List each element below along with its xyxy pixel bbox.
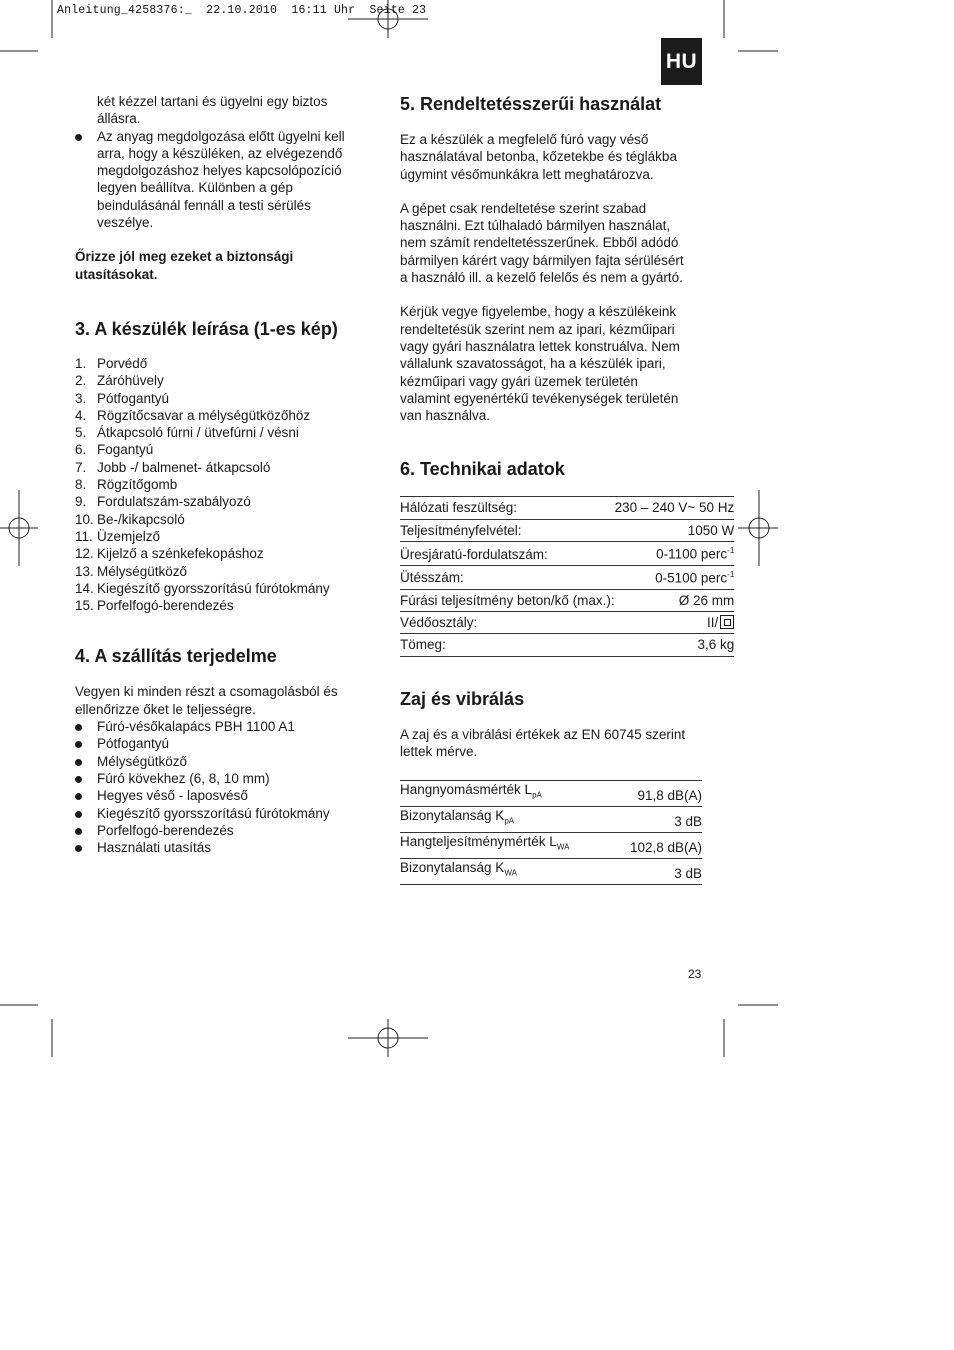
item-text: Porfelfogó-berendezés	[97, 598, 234, 614]
keep-instructions-notice: Őrizze jól meg ezeket a biztonsági utasításokat.	[75, 249, 294, 282]
table-row	[400, 781, 702, 807]
device-parts-list	[75, 355, 365, 614]
list-item	[75, 545, 365, 562]
list-item	[75, 805, 365, 822]
noise-value: 3 dB	[612, 859, 702, 885]
item-number: 15.	[75, 598, 94, 614]
noise-intro: A zaj és a vibrálási értékek az EN 60745 szerint lettek mérve.	[400, 726, 686, 759]
intended-use-paragraph-2: A gépet csak rendeltetése szerint szabad használni. Ezt túlhaladó bármilyen használat, nem számít rendeltetésszerűnek. Ebből adódó bármilyen kárért vagy bármilyen fajta sérülésért a használó ill. a kezelő felelős és nem a gyártó.	[400, 200, 684, 286]
spec-label: Üresjáratú-fordulatszám:	[400, 542, 615, 566]
item-number: 7.	[75, 459, 87, 475]
bullet-icon	[75, 741, 82, 748]
item-number: 10.	[75, 511, 94, 527]
table-row	[400, 611, 734, 633]
bullet-icon	[75, 776, 82, 783]
spec-value: Ø 26 mm	[615, 589, 735, 611]
spec-label: Védőosztály:	[400, 611, 615, 633]
bullet-icon	[75, 793, 82, 800]
intended-use-paragraph-1: Ez a készülék a megfelelő fúró vagy véső használatával betonba, kőzetekbe és téglákba úgymint vésőmunkákra lett meghatározva.	[400, 132, 677, 182]
table-row	[400, 634, 734, 656]
spec-value: 1050 W	[615, 519, 735, 541]
language-badge: HU	[661, 38, 702, 85]
item-text: Mélységütköző	[97, 563, 188, 579]
continued-bullet-text: két kézzel tartani és ügyelni egy biztos állásra.	[97, 94, 328, 127]
list-item	[75, 441, 365, 458]
item-number: 3.	[75, 390, 87, 406]
item-number: 13.	[75, 563, 94, 579]
item-text: Fordulatszám-szabályozó	[97, 494, 251, 510]
list-item	[75, 563, 365, 580]
spec-label: Tömeg:	[400, 634, 615, 656]
bullet-icon	[75, 134, 82, 141]
bullet-icon	[75, 759, 82, 766]
item-text: Használati utasítás	[97, 840, 212, 856]
spec-value: II/	[615, 611, 735, 633]
right-column	[400, 93, 735, 885]
list-item	[75, 459, 365, 476]
spec-label: Ütésszám:	[400, 565, 615, 589]
item-number: 2.	[75, 373, 87, 389]
list-item	[75, 511, 365, 528]
noise-value: 102,8 dB(A)	[612, 833, 702, 859]
table-row	[400, 859, 702, 885]
spec-value: 0-1100 perc$^{-1}$	[615, 542, 735, 566]
noise-vibration-heading: Zaj és vibrálás	[400, 688, 525, 709]
noise-label: Bizonytalanság $K_{pA}$	[400, 807, 612, 833]
spec-label: Hálózati feszültség:	[400, 497, 615, 519]
bullet-icon	[75, 724, 82, 731]
page-number: 23	[688, 967, 702, 981]
item-text: Mélységütköző	[97, 753, 188, 769]
item-text: Rögzítőcsavar a mélységütközőhöz	[97, 407, 311, 423]
list-item	[75, 493, 365, 510]
list-item	[75, 528, 365, 545]
list-item	[75, 424, 365, 441]
item-number: 6.	[75, 442, 87, 458]
item-number: 1.	[75, 355, 87, 371]
list-item	[75, 787, 365, 804]
item-text: Fogantyú	[97, 442, 154, 458]
item-number: 4.	[75, 407, 87, 423]
protection-class-ii-icon	[720, 615, 734, 629]
noise-value: 91,8 dB(A)	[612, 781, 702, 807]
item-text: Porfelfogó-berendezés	[97, 822, 234, 838]
list-item	[75, 770, 365, 787]
technical-data-table	[400, 496, 734, 656]
list-item	[75, 718, 365, 735]
intended-use-paragraph-3: Kérjük vegye figyelembe, hogy a készülékeink rendeltetésük szerint nem az ipari, kézműipari vagy gyári használatra lettek konstruálva. Nem vállalunk szavatosságot, ha a készülék ipari, kézműipari vagy gyári üzemek területén valamint egyenértékű tevékenységek területén van használva.	[400, 304, 680, 424]
item-number: 14.	[75, 580, 94, 596]
left-column	[75, 93, 365, 856]
list-item	[75, 822, 365, 839]
list-item	[75, 735, 365, 752]
item-text: Átkapcsoló fúrni / ütvefúrni / vésni	[97, 425, 299, 441]
item-text: Üzemjelző	[97, 528, 161, 544]
item-text: Jobb -/ balmenet- átkapcsoló	[97, 459, 271, 475]
item-text: Kiegészítő gyorsszorítású fúrótokmány	[97, 805, 330, 821]
item-text: Pótfogantyú	[97, 736, 170, 752]
noise-value: 3 dB	[612, 807, 702, 833]
section-5-heading: 5. Rendeltetésszerűi használat	[400, 94, 662, 114]
section-4-heading: 4. A szállítás terjedelme	[75, 646, 277, 667]
list-item	[75, 597, 365, 614]
item-text: Fúró-vésőkalapács PBH 1100 A1	[97, 719, 295, 735]
item-text: Porvédő	[97, 355, 148, 371]
item-number: 12.	[75, 546, 94, 562]
bullet-icon	[75, 845, 82, 852]
item-number: 5.	[75, 425, 87, 441]
table-row	[400, 542, 734, 566]
item-text: Záróhüvely	[97, 373, 164, 389]
spec-label: Teljesítményfelvétel:	[400, 519, 615, 541]
delivery-list	[75, 718, 365, 856]
table-row	[400, 589, 734, 611]
delivery-intro: Vegyen ki minden részt a csomagolásból és ellenőrizze őket le teljességre.	[75, 684, 338, 717]
noise-label: Hangnyomásmérték $L_{pA}$	[400, 781, 612, 807]
item-text: Be-/kikapcsoló	[97, 511, 185, 527]
spec-value: 3,6 kg	[615, 634, 735, 656]
print-slug: Anleitung_4258376:_ 22.10.2010 16:11 Uhr Seite 23	[57, 4, 427, 17]
table-row	[400, 833, 702, 859]
list-item	[75, 580, 365, 597]
item-text: Pótfogantyú	[97, 390, 170, 406]
item-number: 9.	[75, 494, 87, 510]
item-text: Hegyes véső - laposvéső	[97, 788, 248, 804]
list-item	[75, 407, 365, 424]
spec-label: Fúrási teljesítmény beton/kő (max.):	[400, 589, 615, 611]
table-row	[400, 807, 702, 833]
spec-value: 0-5100 perc$^{-1}$	[615, 565, 735, 589]
list-item	[75, 753, 365, 770]
table-row	[400, 519, 734, 541]
noise-data-table	[400, 780, 702, 885]
section-6-heading: 6. Technikai adatok	[400, 459, 565, 480]
list-item	[75, 476, 365, 493]
item-number: 11.	[75, 528, 93, 544]
list-item	[75, 355, 365, 372]
item-text: Fúró kövekhez (6, 8, 10 mm)	[97, 770, 270, 786]
safety-bullet: Az anyag megdolgozása előtt ügyelni kell arra, hogy a készüléken, az elvégezendő megdolgozáshoz helyes kapcsolópozíció legyen beállítva. Különben a gép beindulásánál fennáll a testi sérülés veszélye.	[75, 128, 365, 232]
item-text: Rögzítőgomb	[97, 477, 178, 493]
item-number: 8.	[75, 477, 87, 493]
section-3-heading: 3. A készülék leírása (1-es kép)	[75, 318, 338, 339]
noise-label: Bizonytalanság $K_{WA}$	[400, 859, 612, 885]
list-item	[75, 390, 365, 407]
bullet-icon	[75, 828, 82, 835]
spec-value: 230 – 240 V~ 50 Hz	[615, 497, 735, 519]
list-item	[75, 839, 365, 856]
list-item	[75, 372, 365, 389]
bullet-icon	[75, 811, 82, 818]
table-row	[400, 497, 734, 519]
table-row	[400, 565, 734, 589]
noise-label: Hangteljesítménymérték $L_{WA}$	[400, 833, 612, 859]
item-text: Kijelző a szénkefekopáshoz	[97, 546, 264, 562]
item-text: Kiegészítő gyorsszorítású fúrótokmány	[97, 580, 330, 596]
